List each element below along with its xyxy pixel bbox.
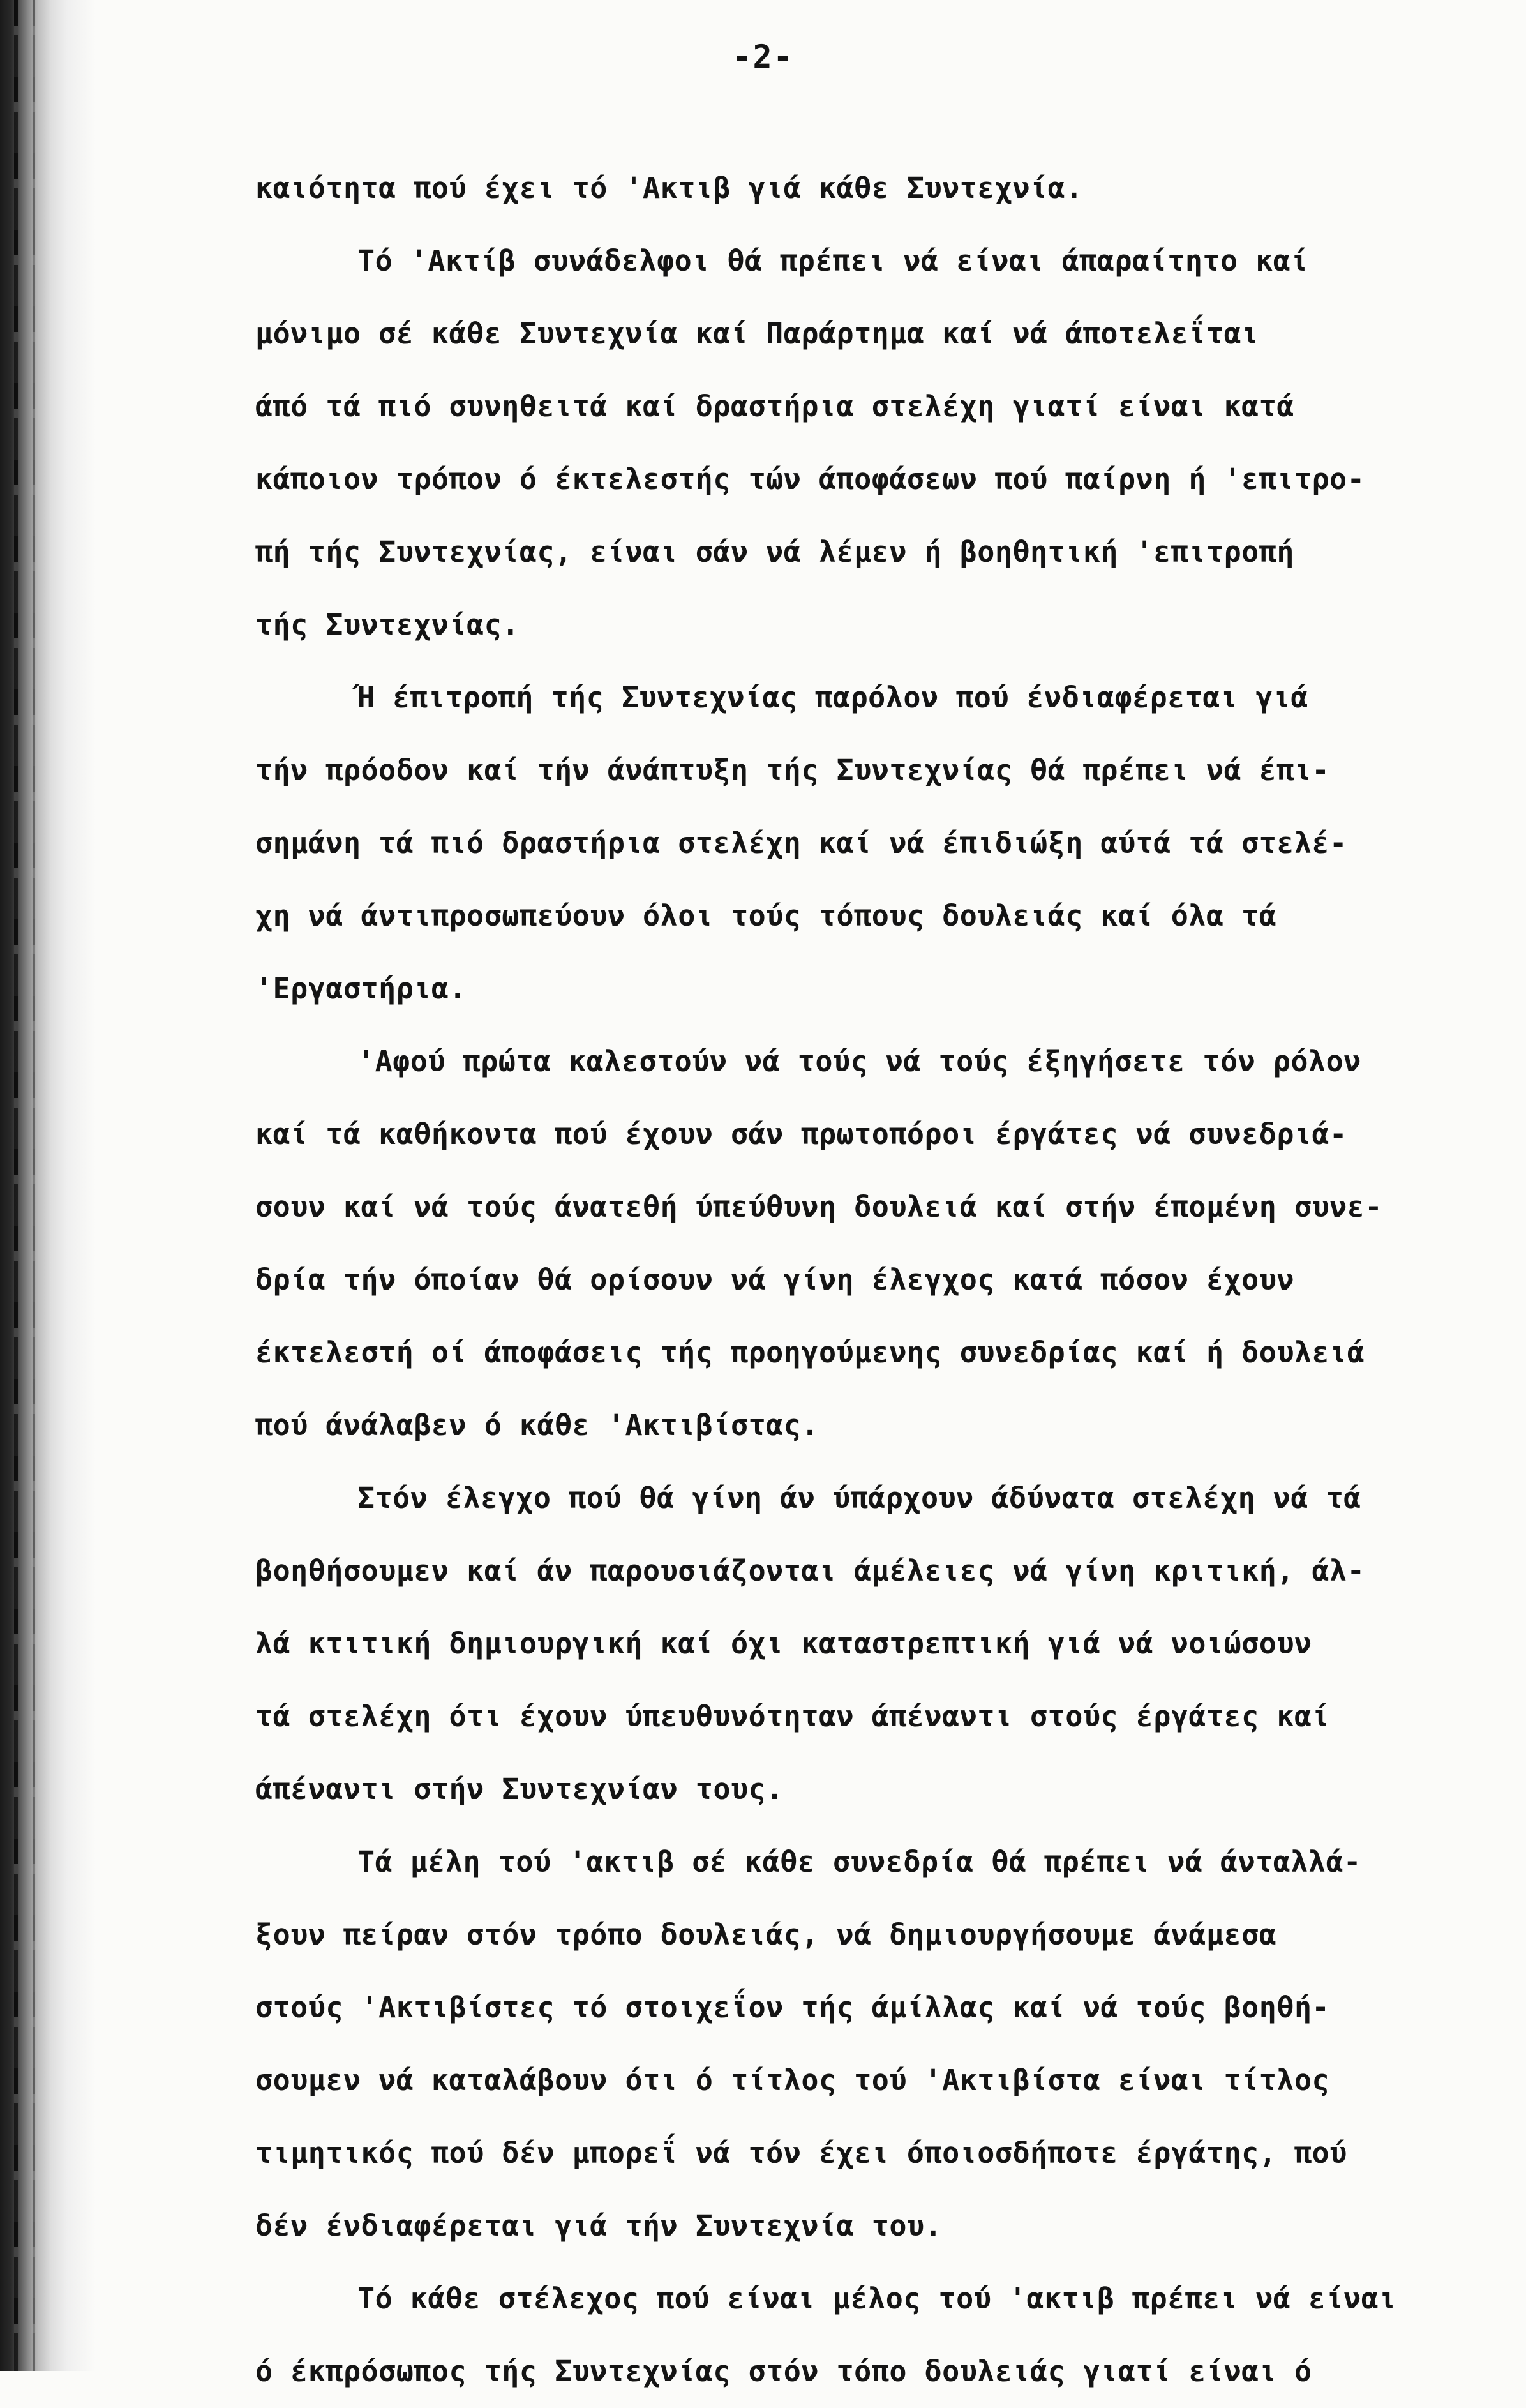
text-line: πή τής Συντεχνίας, είναι σάν νά λέμεν ή βοηθητική 'επιτροπή — [255, 535, 1294, 569]
text-line: μόνιμο σέ κάθε Συντεχνία καί Παράρτημα καί νά άποτελεΐται — [255, 317, 1259, 350]
text-line: πού άνάλαβεν ό κάθε 'Ακτιβίστας. — [255, 1408, 819, 1442]
text-line: δρία τήν όποίαν θά ορίσουν νά γίνη έλεγχος κατά πόσον έχουν — [255, 1263, 1294, 1297]
text-line: ό έκπρόσωπος τής Συντεχνίας στόν τόπο δουλειάς γιατί είναι ό — [255, 2354, 1312, 2388]
text-line: χη νά άντιπροσωπεύουν όλοι τούς τόπους δουλειάς καί όλα τά — [255, 899, 1277, 933]
text-line: Στόν έλεγχο πού θά γίνη άν ύπάρχουν άδύνατα στελέχη νά τά — [357, 1481, 1361, 1515]
text-line: τής Συντεχνίας. — [255, 608, 520, 642]
typed-body-text — [255, 152, 1506, 2408]
text-line: τήν πρόοδον καί τήν άνάπτυξη τής Συντεχνίας θά πρέπει νά έπι- — [255, 753, 1330, 787]
text-line: σουν καί νά τούς άνατεθή ύπεύθυνη δουλειά καί στήν έπομένη συνε- — [255, 1190, 1382, 1224]
text-line: Τό 'Ακτίβ συνάδελφοι θά πρέπει νά είναι άπαραίτητο καί — [357, 244, 1308, 278]
text-line: τιμητικός πού δέν μπορεΐ νά τόν έχει όποιοσδήποτε έργάτης, πού — [255, 2136, 1347, 2170]
text-line: ξουν πείραν στόν τρόπο δουλειάς, νά δημιουργήσουμε άνάμεσα — [255, 1918, 1277, 1952]
text-line: 'Αφού πρώτα καλεστούν νά τούς νά τούς έξηγήσετε τόν ρόλον — [357, 1044, 1361, 1078]
text-line: δέν ένδιαφέρεται γιά τήν Συντεχνία του. — [255, 2209, 943, 2243]
text-line: καιότητα πού έχει τό 'Ακτιβ γιά κάθε Συντεχνία. — [255, 171, 1083, 205]
text-line: Ή έπιτροπή τής Συντεχνίας παρόλον πού ένδιαφέρεται γιά — [357, 681, 1308, 714]
page-number: -2- — [732, 38, 794, 75]
text-line: σημάνη τά πιό δραστήρια στελέχη καί νά έπιδιώξη αύτά τά στελέ- — [255, 826, 1347, 860]
text-line: λά κτιτική δημιουργική καί όχι καταστρεπτική γιά νά νοιώσουν — [255, 1627, 1312, 1660]
text-line: τά στελέχη ότι έχουν ύπευθυνότηταν άπέναντι στούς έργάτες καί — [255, 1699, 1330, 1733]
text-line: 'Εργαστήρια. — [255, 972, 467, 1005]
text-line: άπό τά πιό συνηθειτά καί δραστήρια στελέχη γιατί είναι κατά — [255, 389, 1294, 423]
text-line: καί τά καθήκοντα πού έχουν σάν πρωτοπόροι έργάτες νά συνεδριά- — [255, 1117, 1347, 1151]
scan-binding-streak — [14, 0, 18, 2371]
text-line: στούς 'Ακτιβίστες τό στοιχεΐον τής άμίλλας καί νά τούς βοηθή- — [255, 1990, 1330, 2024]
text-line: βοηθήσουμεν καί άν παρουσιάζονται άμέλειες νά γίνη κριτική, άλ- — [255, 1554, 1365, 1588]
text-line: άπέναντι στήν Συντεχνίαν τους. — [255, 1772, 784, 1806]
text-line: σουμεν νά καταλάβουν ότι ό τίτλος τού 'Ακτιβίστα είναι τίτλος — [255, 2063, 1330, 2097]
text-line: Τό κάθε στέλεχος πού είναι μέλος τού 'ακτιβ πρέπει νά είναι — [357, 2282, 1396, 2315]
scan-binding-streak-secondary — [33, 0, 35, 2371]
text-line: κάποιον τρόπον ό έκτελεστής τών άποφάσεων πού παίρνη ή 'επιτρο- — [255, 462, 1365, 496]
text-line: έκτελεστή οί άποφάσεις τής προηγούμενης συνεδρίας καί ή δουλειά — [255, 1336, 1365, 1369]
text-line: Τά μέλη τού 'ακτιβ σέ κάθε συνεδρία θά πρέπει νά άνταλλά- — [357, 1845, 1361, 1879]
